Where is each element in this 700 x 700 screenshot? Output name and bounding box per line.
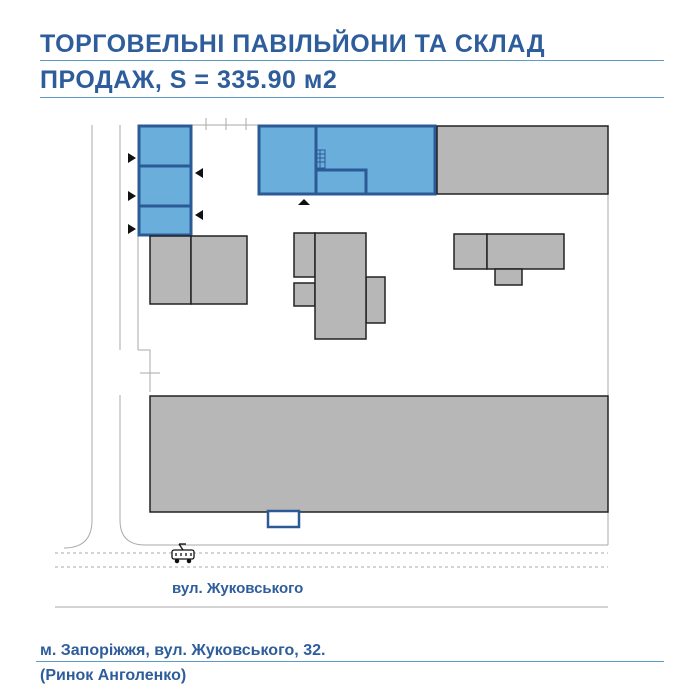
building [437, 126, 608, 194]
building [315, 233, 366, 339]
pavilion-2 [139, 166, 191, 206]
building [495, 269, 522, 285]
pavilion-3 [139, 206, 191, 235]
building [454, 234, 487, 269]
building [191, 236, 247, 304]
page-subtitle: ПРОДАЖ, S = 335.90 м2 [40, 66, 338, 94]
warehouse-for-sale [259, 126, 435, 194]
page-title: ТОРГОВЕЛЬНІ ПАВІЛЬЙОНИ ТА СКЛАД [40, 30, 546, 58]
main-market-building [150, 396, 608, 512]
footer-divider [36, 661, 664, 662]
building [487, 234, 564, 269]
pavilion-1 [139, 126, 191, 166]
market-name: (Ринок Анголенко) [40, 667, 187, 684]
market-entrance [268, 511, 299, 527]
building [294, 283, 315, 306]
pavilions-for-sale [139, 126, 191, 235]
building [366, 277, 385, 323]
address-line: м. Запоріжжя, вул. Жуковського, 32. [40, 642, 326, 659]
building [294, 233, 315, 277]
building [150, 236, 191, 304]
street-name-label: вул. Жуковського [172, 580, 304, 597]
tram-icon [172, 544, 194, 563]
